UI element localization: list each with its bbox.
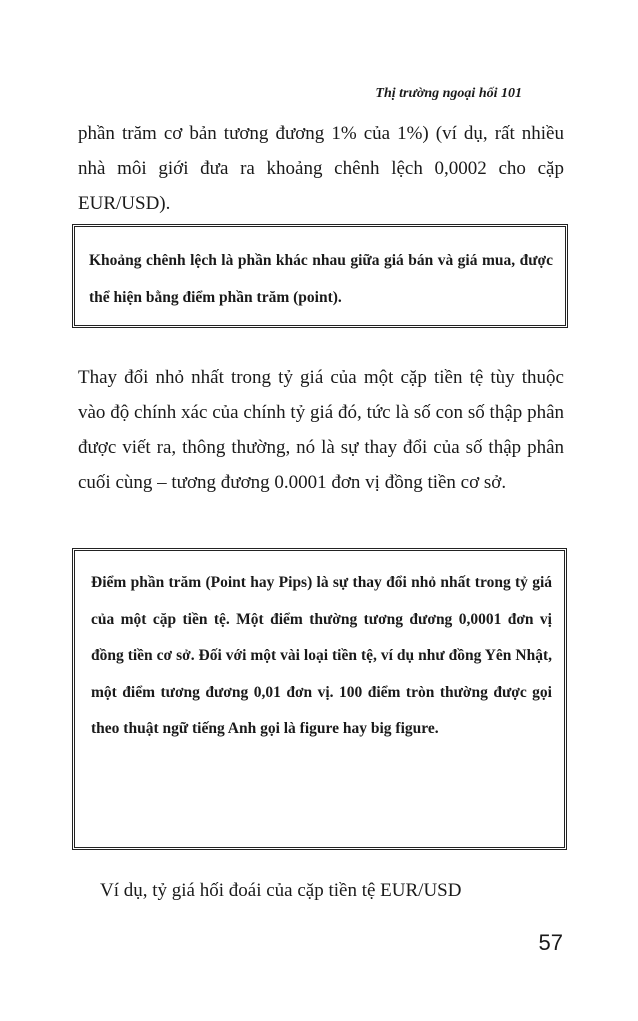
definition-box-spread [72,224,568,328]
definition-box-spread-text: Khoảng chênh lệch là phần khác nhau giữa giá bán và giá mua, được thể hiện bằng điểm phần trăm (point). [89,252,553,306]
definition-box-pips [72,548,567,850]
body-paragraph-2: Thay đổi nhỏ nhất trong tỷ giá của một cặp tiền tệ tùy thuộc vào độ chính xác của chính tỷ giá đó, tức là số con số thập phân được viết ra, thông thường, nó là sự thay đổi của số thập phân cuối cùng – tương đương 0.0001 đơn vị đồng tiền cơ sở. [78,367,564,493]
body-paragraph-1: phần trăm cơ bản tương đương 1% của 1%) (ví dụ, rất nhiều nhà môi giới đưa ra khoảng chênh lệch 0,0002 cho cặp EUR/USD). [78,123,564,214]
running-header: Thị trường ngoại hối 101 [375,86,522,101]
definition-box-pips-text: Điểm phần trăm (Point hay Pips) là sự thay đổi nhỏ nhất trong tỷ giá của một cặp tiền tệ. Một điểm thường tương đương 0,0001 đơn vị đồng tiền cơ sở. Đối với một vài loại tiền tệ, ví dụ như đồng Yên Nhật, một điểm tương đương 0,01 đơn vị. 100 điểm tròn thường được gọi theo thuật ngữ tiếng Anh gọi là figure hay big figure. [91,574,552,737]
page-number: 57 [538,930,563,955]
body-paragraph-3: Ví dụ, tỷ giá hối đoái của cặp tiền tệ EUR/USD [100,880,462,901]
